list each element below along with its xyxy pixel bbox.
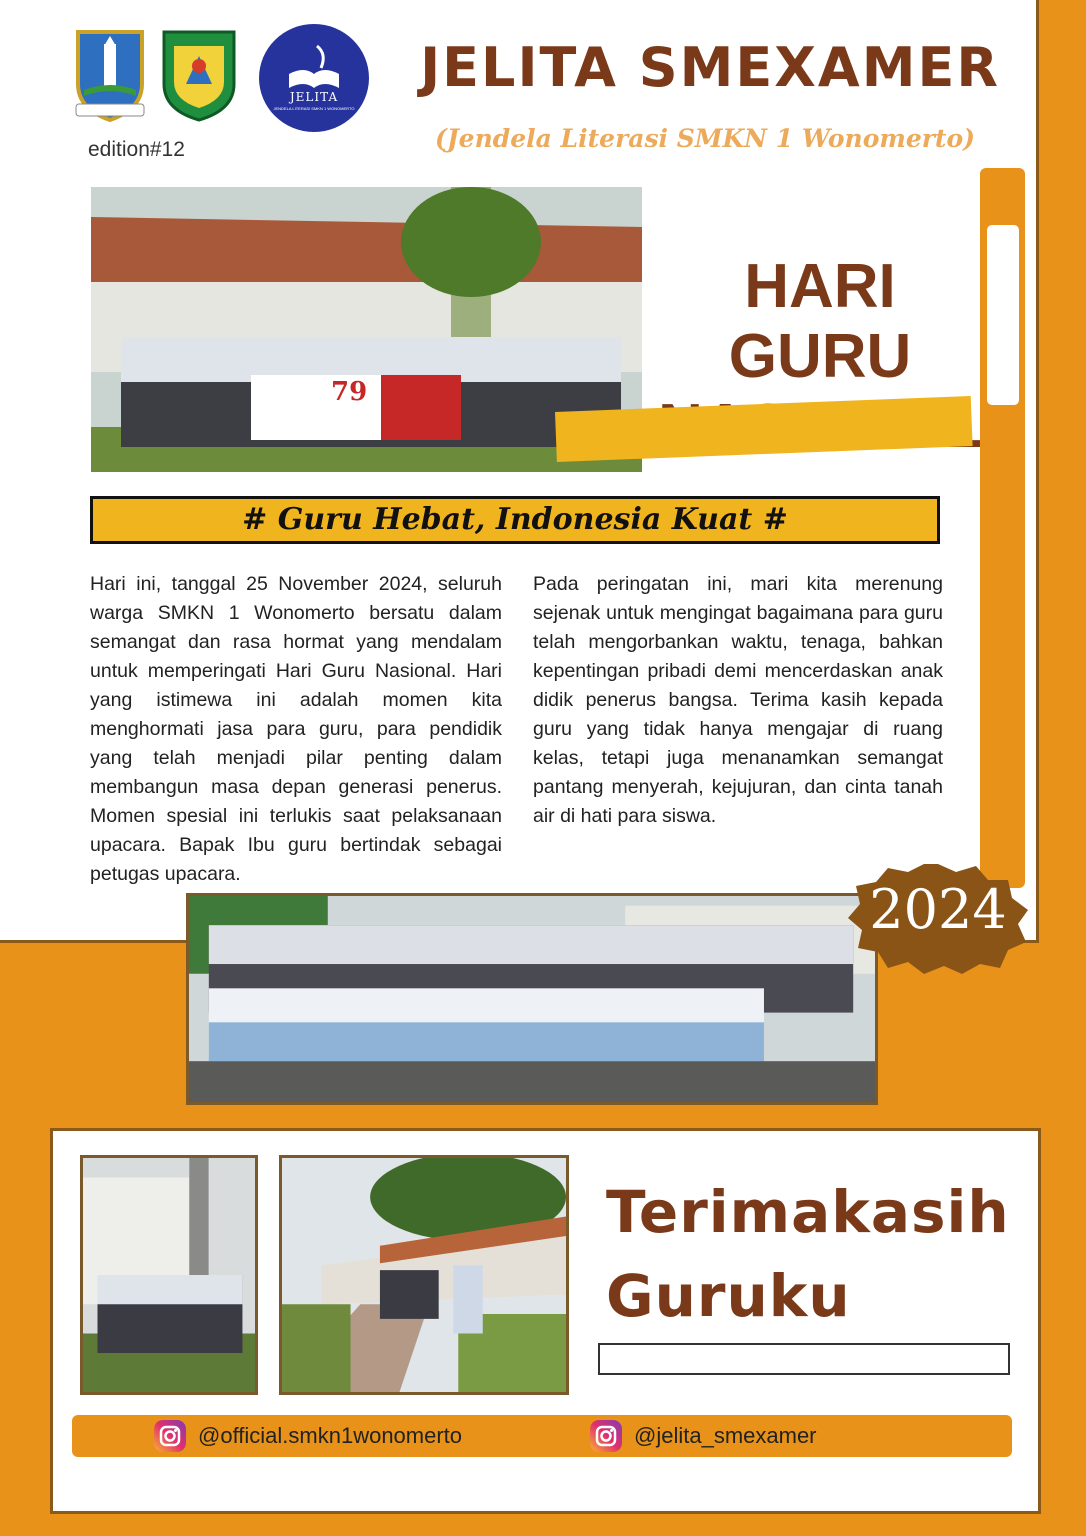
jelita-logo bbox=[259, 24, 369, 132]
edition-label: edition#12 bbox=[88, 138, 185, 161]
flag-ceremony-photo bbox=[279, 1155, 569, 1395]
closing-line1: Terimakasih bbox=[606, 1178, 1010, 1246]
footer-bar bbox=[72, 1415, 1012, 1457]
instagram-handle-school[interactable]: @official.smkn1wonomerto bbox=[198, 1423, 463, 1448]
instagram-icon bbox=[590, 1420, 622, 1452]
decorative-scroll-thumb bbox=[987, 225, 1019, 405]
instagram-handle-jelita[interactable]: @jelita_smexamer bbox=[634, 1423, 817, 1448]
closing-line2: Guruku bbox=[606, 1262, 851, 1330]
masthead-title: JELITA SMEXAMER bbox=[420, 36, 1000, 99]
headline-line1: HARI GURU bbox=[728, 252, 912, 391]
teachers-ceremony-photo bbox=[80, 1155, 258, 1395]
teachers-students-photo bbox=[186, 893, 878, 1105]
year-badge-text: 2024 bbox=[869, 878, 1007, 941]
empty-caption-box bbox=[598, 1343, 1010, 1375]
east-java-crest-logo bbox=[70, 24, 150, 124]
jelita-logo-text: JELITA bbox=[289, 90, 339, 104]
instagram-icon bbox=[154, 1420, 186, 1452]
tagline-banner: # Guru Hebat, Indonesia Kuat # bbox=[90, 496, 940, 544]
article-column-right: Pada peringatan ini, mari kita merenung sejenak untuk mengingat bagaimana para guru telah mengorbankan waktu, tenaga, bahkan kepentingan pribadi demi mencerdaskan anak didik penerus bangsa. Terima kasih kepada guru yang tidak hanya mengajar di ruang kelas, tetapi juga menanamkan semangat pantang menyerah, kejujuran, dan cinta tanah air di hati para siswa. bbox=[533, 573, 943, 827]
school-emblem-logo bbox=[160, 26, 238, 122]
jelita-logo-subtext: JENDELA LITERASI SMKN 1 WONOMERTO bbox=[273, 106, 355, 111]
closing-message bbox=[606, 1170, 1010, 1338]
banner-number: 79 bbox=[331, 377, 368, 407]
masthead-subtitle: (Jendela Literasi SMKN 1 Wonomerto) bbox=[435, 124, 975, 153]
article-column-left: Hari ini, tanggal 25 November 2024, seluruh warga SMKN 1 Wonomerto bersatu dalam semangat dan rasa hormat yang mendalam untuk memperingati Hari Guru Nasional. Hari yang istimewa ini adalah momen kita menghormati jasa para guru, para pendidik yang telah menjadi pilar penting dalam membangun masa depan generasi penerus. Momen spesial ini terlukis saat pelaksanaan upacara. Bapak Ibu guru bertindak sebagai petugas upacara. bbox=[90, 573, 502, 885]
